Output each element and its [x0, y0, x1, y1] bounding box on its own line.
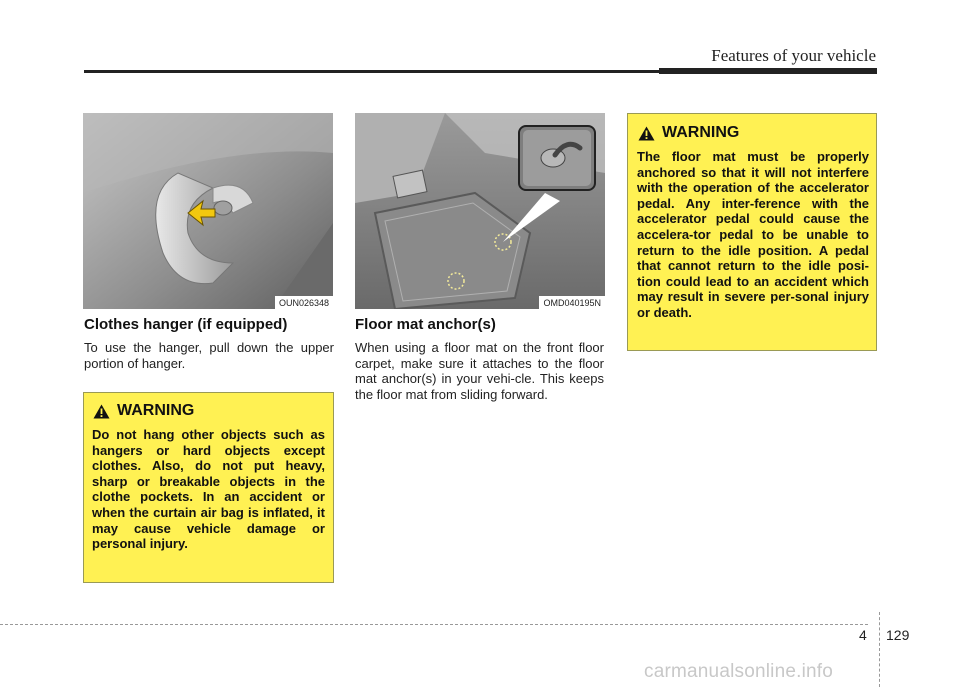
warning-box-floor-mat — [627, 113, 877, 351]
footer-rule — [0, 624, 868, 625]
warning-header — [93, 402, 194, 420]
page-number: 129 — [886, 627, 910, 643]
floor-mat-illustration — [355, 113, 605, 309]
chapter-number: 4 — [859, 627, 867, 643]
floor-mat-anchor-body: When using a floor mat on the front floor carpet, make sure it attaches to the floor mat anchor(s) in your vehi-cle. This keeps the floor mat from sliding forward. — [355, 340, 604, 402]
warning-triangle-icon — [93, 404, 110, 419]
warning-title: WARNING — [662, 124, 740, 141]
floor-mat-photo — [355, 113, 605, 309]
clothes-hanger-photo — [83, 113, 333, 309]
warning-box-clothes-hanger — [83, 392, 334, 583]
image-code-label: OUN026348 — [275, 296, 333, 309]
warning-title: WARNING — [117, 402, 195, 419]
clothes-hanger-body: To use the hanger, pull down the upper portion of hanger. — [84, 340, 334, 371]
header-rule-accent — [659, 68, 877, 74]
footer-divider — [879, 612, 880, 687]
floor-mat-anchor-heading: Floor mat anchor(s) — [355, 316, 496, 333]
warning-header — [638, 124, 739, 142]
clothes-hanger-heading: Clothes hanger (if equipped) — [84, 316, 288, 333]
section-header-title: Features of your vehicle — [711, 46, 876, 65]
warning-triangle-icon — [638, 126, 655, 141]
warning-text: The floor mat must be properly anchored so that it will not interfere with the operation of the accelerator pedal. Any inter-ference with the accelerator pedal could cause the accelera-tor pedal to be unable to return to the idle position. A pedal that cannot return to the idle posi-tion could lead to an accident which may result in severe per-sonal injury or death. — [637, 149, 869, 320]
watermark-link[interactable]: carmanualsonline.info — [644, 661, 834, 682]
clothes-hanger-illustration — [83, 113, 333, 309]
warning-text: Do not hang other objects such as hangers or hard objects except clothes. Also, do not put heavy, sharp or breakable objects in the clothe pockets. In an accident or when the curtain air bag is inflated, it may cause vehicle damage or personal injury. — [92, 427, 325, 552]
image-code-label: OMD040195N — [539, 296, 605, 309]
